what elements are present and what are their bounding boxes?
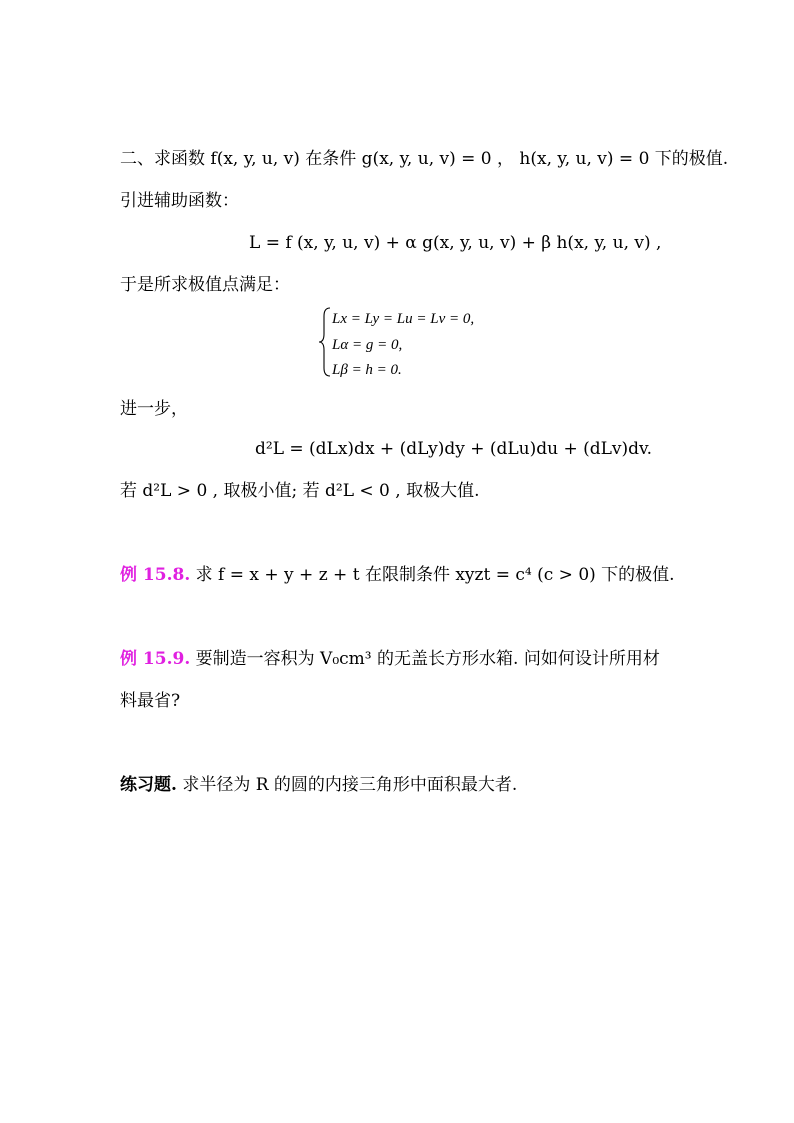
problem-two-statement: 二、求函数 f(x, y, u, v) 在条件 g(x, y, u, v) = 0 ， h(x, y, u, v) = 0 下的极值. bbox=[120, 149, 729, 169]
left-brace-icon bbox=[318, 306, 332, 378]
second-differential-formula: d²L = (dLx)dx + (dLy)dy + (dLu)du + (dLv)dv. bbox=[255, 439, 653, 459]
example-15-9 bbox=[120, 648, 660, 670]
exercise-body: 求半径为 R 的圆的内接三角形中面积最大者. bbox=[182, 775, 518, 795]
aux-function-intro: 引进辅助函数： bbox=[120, 191, 239, 211]
lagrange-function-formula: L = f (x, y, u, v) + α g(x, y, u, v) + β h(x, y, u, v) , bbox=[249, 233, 662, 253]
example-15-9-label: 例 15.9. bbox=[120, 649, 191, 669]
exercise-label: 练习题. bbox=[120, 775, 177, 795]
extremum-condition-intro: 于是所求极值点满足： bbox=[120, 275, 290, 295]
example-15-8 bbox=[120, 564, 675, 586]
example-15-8-label: 例 15.8. bbox=[120, 565, 191, 585]
extremum-criterion: 若 d²L > 0 , 取极小值; 若 d²L < 0 , 取极大值. bbox=[120, 481, 480, 501]
further-step-intro: 进一步， bbox=[120, 399, 188, 419]
system-equation-3: Lβ = h = 0. bbox=[332, 362, 402, 378]
example-15-9-body-continued: 料最省? bbox=[120, 691, 181, 711]
example-15-9-body: 要制造一容积为 V₀cm³ 的无盖长方形水箱. 问如何设计所用材 bbox=[195, 649, 660, 669]
system-equation-1: Lx = Ly = Lu = Lv = 0, bbox=[332, 311, 475, 327]
example-15-8-body: 求 f = x + y + z + t 在限制条件 xyzt = c⁴ (c > 0) 下的极值. bbox=[195, 565, 675, 585]
equation-system bbox=[318, 306, 518, 386]
exercise bbox=[120, 774, 517, 796]
system-equation-2: Lα = g = 0, bbox=[332, 337, 403, 353]
